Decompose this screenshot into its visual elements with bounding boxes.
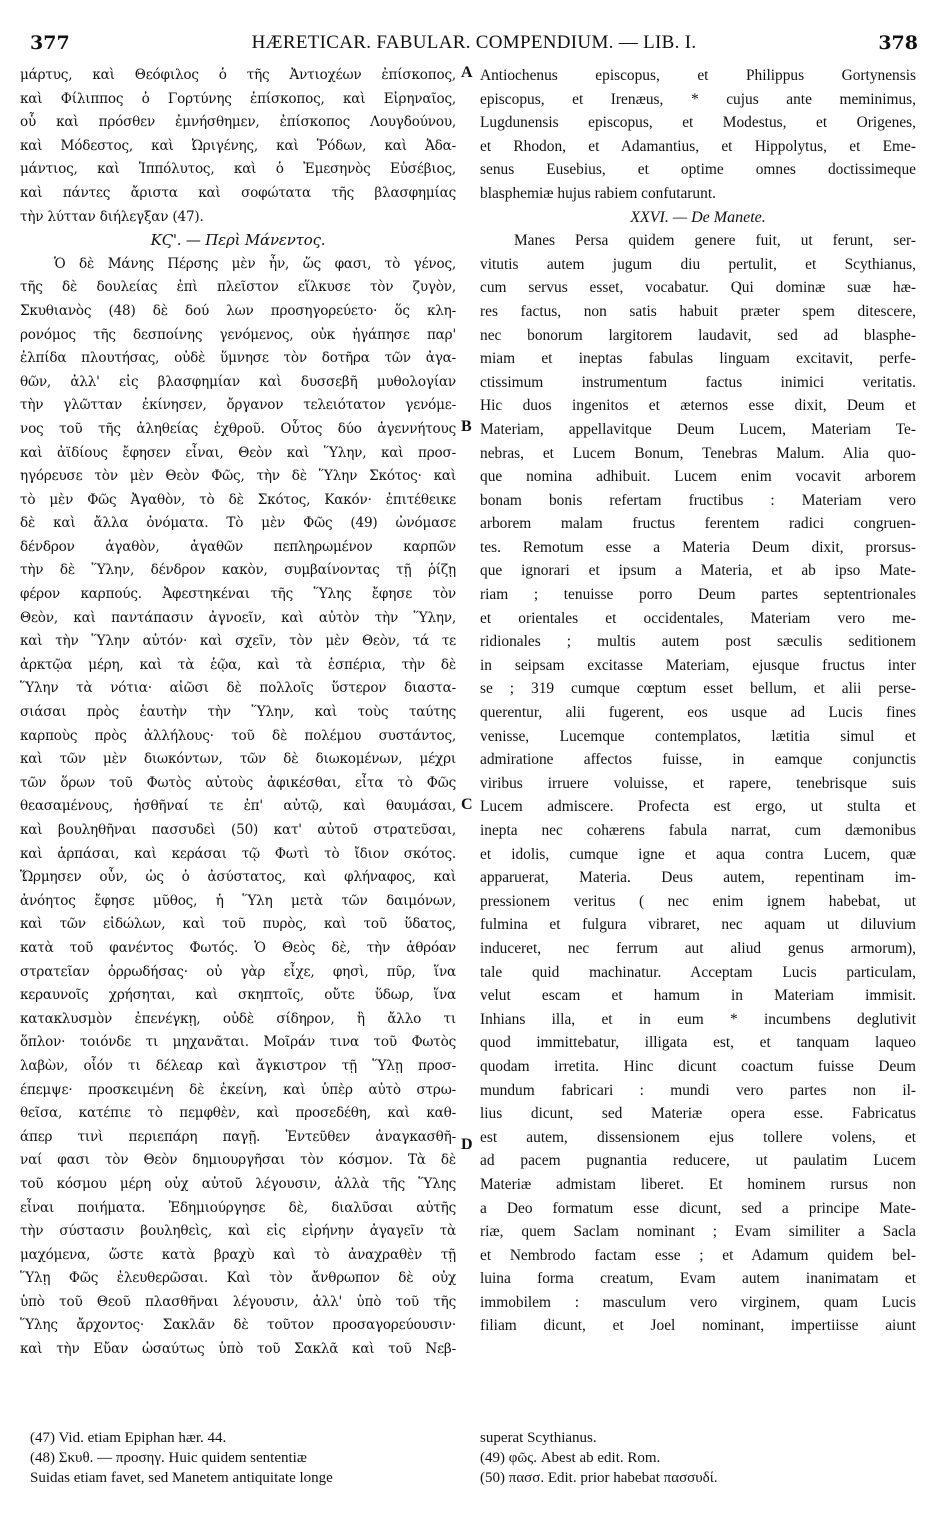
text-line: κατακλυσμὸν ἐπενέγκῃ, οὐδὲ σίδηρον, ἢ ἄλλο τι: [20, 1010, 456, 1027]
text-line: filiam dicunt, et Joel nominant, impertiisse aiunt: [480, 1317, 916, 1335]
text-line: εἶναι ποιήματα. Ἐδημιούργησε δὲ, διαλῦσαι αὐτῆς: [20, 1199, 456, 1216]
text-line: ἐλπίδα πλουτήσας, οὐδὲ ὕμνησε τὸν δοτῆρα τῶν ἀγα-: [20, 350, 456, 367]
text-line: τὸ μὲν Φῶς Ἀγαθὸν, τὸ δὲ Σκότος, Κακόν· ἐπιτέθεικε: [20, 491, 456, 508]
section-heading: ΚϚ'. — Περὶ Μάνεντος.: [150, 231, 326, 250]
text-line: que ignorari et ipsum a Materia, et ab ipso Mate-: [480, 562, 916, 580]
text-line: Materiam, appellavitque Deum Lucem, Materiam Te-: [480, 420, 916, 438]
text-line: Ὕλην τὰ νότια· αἰῶσι δὲ πολλοῖς ὕστερον διαστα-: [20, 680, 456, 697]
text-line: ναί φασι τὸν Θεὸν δημιουργῆσαι τὸν κόσμον. Τὰ δὲ: [20, 1152, 456, 1169]
text-line: senus Eusebius, et optime omnes doctissimeque: [480, 161, 916, 179]
text-line: τῶν ὅρων τοῦ Φωτὸς αὐτοὺς ἀφικέσθαι, εἶτα τὸ Φῶς: [20, 774, 456, 791]
text-line: ad pacem pugnantia reducere, ut paulatim Lucem: [480, 1152, 916, 1170]
text-line: et Rhodon, et Adamantius, et Hippolytus, et Eme-: [480, 137, 916, 155]
margin-letter-b: B: [461, 418, 472, 435]
text-line: res factus, non satis habuit præter spem ditescere,: [480, 302, 916, 320]
footnote: Suidas etiam favet, sed Manetem antiquitate longe: [30, 1470, 333, 1486]
text-line: κεραυνοῖς χρήσηται, καὶ σκηπτοῖς, οὔτε ὕδωρ, ἵνα: [20, 987, 456, 1004]
footnote: (50) πασσ. Edit. prior habebat πασσυδί.: [480, 1470, 718, 1486]
text-line: καὶ τὴν Εὔαν ὡσαύτως ὑπὸ τοῦ Σακλᾶ καὶ τοῦ Νεβ-: [20, 1341, 456, 1358]
text-line: induceret, nec ferrum aut aliud genus armorum),: [480, 939, 916, 957]
text-line: καὶ Φίλιππος ὁ Γορτύνης ἐπίσκοπος, καὶ Εἰρηναῖος,: [20, 90, 456, 107]
text-line: mundum fabricari : mundi vero partes non il-: [480, 1081, 916, 1099]
text-line: θῶν, ἀλλ' εἰς βλασφημίαν καὶ δυσσεβῆ μυθολογίαν: [20, 373, 456, 390]
text-line: et orientales et occidentales, Materiam vero me-: [480, 609, 916, 627]
section-heading: XXVI. — De Manete.: [630, 208, 766, 226]
text-line: riæ, quem Saclam nominant ; Evam similiter a Sacla: [480, 1223, 916, 1241]
text-line: δένδρον ἀγαθὸν, ἀγαθῶν πεπληρωμένον καρπῶν: [20, 538, 456, 555]
text-line: lius dicunt, sed Materiæ opera esse. Fabricatus: [480, 1105, 916, 1123]
text-line: nebras, et Lucem Bonum, Tenebras Malum. Alia quo-: [480, 444, 916, 462]
text-line: Inhians illa, et in eum * incumbens deglutivit: [480, 1010, 916, 1028]
latin-column: [480, 64, 916, 1338]
text-line: riam ; tenuisse porro Deum partes septentrionales: [480, 586, 916, 604]
text-line: καὶ ἀϊδίους ἔφησεν εἶναι, Θεὸν καὶ Ὕλην, καὶ προσ-: [20, 444, 456, 461]
text-line: καὶ πάντες ἄριστα καὶ σοφώτατα τῆς βλασφημίας: [20, 184, 456, 201]
text-line: in seipsam excitasse Materiam, ejusque fructus inter: [480, 656, 916, 674]
text-line: καὶ Μόδεστος, καὶ Ὠριγένης, καὶ Ῥόδων, καὶ Ἀδα-: [20, 137, 456, 154]
text-line: τοῦ κόσμου μέρη οὐχ αὐτοῦ λέγουσιν, ἀλλὰ τῆς Ὕλης: [20, 1175, 456, 1192]
text-line: velut escam et hamum in Materiam immisit.: [480, 987, 916, 1005]
text-line: nec bonorum largitorem laudavit, sed ad blasphe-: [480, 326, 916, 344]
text-line: τὴν γλῶτταν ἐκίνησεν, ὄργανον τελειότατον γενόμε-: [20, 397, 456, 414]
text-line: tale quid machinatur. Acceptam Lucis particulam,: [480, 963, 916, 981]
margin-letter-c: C: [461, 796, 473, 813]
text-line: ρονόμος τῆς δεσποίνης γενόμενος, οὐκ ἠγάπησε παρ': [20, 326, 456, 343]
footnotes-left: [30, 1428, 470, 1488]
text-line: έπεμψε· προσκειμένη δὲ ἐκείνη, καὶ ὑπὲρ αὐτὸ στρω-: [20, 1081, 456, 1098]
text-line: immobilem : masculum vero virginem, quam Lucis: [480, 1293, 916, 1311]
text-line: et Nembrodo factam esse ; et Adamum quidem bel-: [480, 1246, 916, 1264]
footnote: (48) Σκυθ. — προσηγ. Huic quidem sententiæ: [30, 1450, 307, 1466]
margin-letter-a: A: [461, 64, 473, 81]
text-line: miam et ineptas fabulas linguam excitavit, perfe-: [480, 350, 916, 368]
text-line: καὶ τῶν εἰδώλων, καὶ τοῦ πυρὸς, καὶ τοῦ ὕδατος,: [20, 916, 456, 933]
text-line: vitutis autem jugum diu pertulit, et Scythianus,: [480, 255, 916, 273]
text-line: bonam bonis refertam fructibus : Materiam vero: [480, 491, 916, 509]
text-line: Materiæ admistam liberet. Et hominem rursus non: [480, 1175, 916, 1193]
text-line: μαχόμενα, ὥστε κατὰ βραχὺ καὶ τὸ ἀναχραθὲν τῇ: [20, 1246, 456, 1263]
text-line: cum servus esset, vocabatur. Qui dominæ suæ hæ-: [480, 279, 916, 297]
text-line: φέρον καρπούς. Ἀφεστηκέναι τῆς Ὕλης ἔφησε τὸν: [20, 586, 456, 603]
text-line: venisse, Lucemque contemplatos, lætitia simul et: [480, 727, 916, 745]
text-line: quodam irretita. Hinc dicunt coactum fuisse Deum: [480, 1057, 916, 1075]
text-line: inepta nec cohærens fabula narrat, cum dæmonibus: [480, 822, 916, 839]
text-line: apparuerat, Materia. Deus autem, repentinam im-: [480, 869, 916, 887]
text-line: ridionales ; multis autem post sæculis seditionem: [480, 633, 916, 651]
text-line: ctissimum instrumentum factus inimici veritatis.: [480, 373, 916, 391]
margin-letter-d: D: [461, 1136, 473, 1153]
text-line: Lugdunensis episcopus, et Modestus, et Origenes,: [480, 114, 916, 132]
text-line: μάρτυς, καὶ Θεόφιλος ὁ τῆς Ἀντιοχέων ἐπίσκοπος,: [20, 67, 456, 83]
text-line: arborem malam fructus ferentem radici congruen-: [480, 515, 916, 533]
text-line: Lucem admiscere. Profecta est ergo, ut stulta et: [480, 798, 916, 816]
page-number-right: 378: [878, 32, 918, 54]
text-line: ἀρκτῷα μέρη, καὶ τὰ ἑῷα, καὶ τὰ ἑσπέρια, τὴν δὲ: [20, 656, 456, 673]
text-line: pressionem veritus ( nec enim ignem habebat, ut: [480, 892, 916, 910]
text-line: οὗ καὶ πρόσθεν ἐμνήσθημεν, ἐπίσκοπος Λουγδούνου,: [20, 114, 456, 131]
text-line: τὴν σύστασιν βουληθεὶς, καὶ εἰς εἰρήνην ἀγαγεῖν τὰ: [20, 1223, 456, 1240]
text-line: κατὰ τοῦ φανέντος Φωτός. Ὁ Θεὸς δὲ, τὴν ἀθρόαν: [20, 939, 456, 956]
text-line: ηγόρευσε τὸν μὲν Θεὸν Φῶς, τὴν δὲ Ὕλην Σκότος· καὶ: [20, 468, 456, 485]
text-line: άπερ τινὶ περιεπάρη παγῇ. Ἐντεῦθεν ἀναγκασθῆ-: [20, 1128, 456, 1145]
text-line: Manes Persa quidem genere fuit, ut ferunt, ser-: [514, 232, 916, 250]
running-header: [30, 32, 918, 58]
text-line: καὶ ἁρπάσαι, καὶ κεράσαι τῷ Φωτὶ τὸ ἴδιον σκότος.: [20, 845, 456, 862]
text-line: querentur, alii fugerent, eos usque ad Lucis fines: [480, 704, 916, 722]
text-line: τὴν δὲ Ὕλην, δένδρον κακὸν, συμβαίνοντας τῇ ῥίζῃ: [20, 562, 456, 579]
text-line: que nomina adhibuit. Lucem enim vocavit arborem: [480, 468, 916, 486]
footnote: (49) φῶς. Abest ab edit. Rom.: [480, 1450, 661, 1466]
text-line: λαβὼν, οἷόν τι δέλεαρ καὶ ἄγκιστρον τῇ Ὕλῃ προσ-: [20, 1057, 456, 1074]
text-line: θεῖσα, κατέπιε τὸ πεμφθὲν, καὶ προσεδέθη, καὶ καθ-: [20, 1105, 456, 1122]
text-line: τὴν λύτταν διήλεγξαν (47).: [20, 208, 204, 225]
text-line: admiratione affectos fuisse, in eamque conjunctis: [480, 751, 916, 769]
text-line: ὅπλον· τοιόνδε τι μηχανᾶται. Μοῖράν τινα τοῦ Φωτὸς: [20, 1034, 456, 1051]
text-line: ἀνόητος ἔφησε μῦθος, ἡ Ὕλη μετὰ τῶν δαιμόνων,: [20, 892, 456, 909]
text-line: viribus irruere voluisse, et rapere, tenebrisque suis: [480, 774, 916, 792]
text-line: luina forma creatum, Evam autem inanimatam et: [480, 1270, 916, 1288]
footnote: superat Scythianus.: [480, 1430, 597, 1446]
footnotes-right: [480, 1428, 916, 1488]
text-line: Antiochenus episcopus, et Philippus Gortynensis: [480, 67, 916, 84]
text-line: fulmina et fulgura vibraret, nec aquam ut diluvium: [480, 916, 916, 934]
page-number-left: 377: [30, 32, 70, 54]
text-line: σιάσαι πρὸς ἑαυτὴν τὴν Ὕλην, καὶ τοὺς ταύτης: [20, 704, 456, 721]
text-line: Σκυθιανὸς (48) δὲ δού λων προσηγορεύετο· ὅς κλη-: [20, 302, 456, 319]
text-line: νος τοῦ τῆς ἀληθείας ἐχθροῦ. Οὗτος δύο ἀγεννήτους: [20, 420, 456, 437]
text-line: Ὕλῃ Φῶς ἐλευθερῶσαι. Καὶ τὸν ἄνθρωπον δὲ οὐχ: [20, 1270, 456, 1287]
text-line: καρποὺς πρὸς ἀλλήλους· τοῦ δὲ πολέμου συστάντος,: [20, 727, 456, 744]
text-line: Ὁ δὲ Μάνης Πέρσης μὲν ἦν, ὥς φασι, τὸ γένος,: [54, 255, 456, 272]
text-line: Θεὸν, καὶ παντάπασιν ἀγνοεῖν, καὶ αὐτὸν τὴν Ὕλην,: [20, 609, 456, 626]
text-line: δὲ καὶ ἄλλα ὀνόματα. Τὸ μὲν Φῶς (49) ὠνόμασε: [20, 515, 456, 532]
text-line: στρατεῖαν ὀρρωδήσας· οὐ γὰρ εἶχε, φησὶ, πῦρ, ἵνα: [20, 963, 456, 980]
text-line: θεασαμένους, ἡσθῆναί τε ἐπ' αὐτῷ, καὶ θαυμάσαι,: [20, 798, 456, 815]
greek-column: [20, 64, 456, 1362]
text-line: Ὕλης ἄρχοντος· Σακλᾶν δὲ τοῦτον προσαγορεύουσιν·: [20, 1317, 456, 1334]
text-line: episcopus, et Irenæus, * cujus ante meminimus,: [480, 90, 916, 108]
text-line: καὶ βουληθῆναι πασσυδεὶ (50) κατ' αὐτοῦ στρατεῦσαι,: [20, 822, 456, 838]
text-line: μάντιος, καὶ Ἱππόλυτος, καὶ ὁ Ἐμεσηνὸς Εὐσέβιος,: [20, 161, 456, 178]
text-line: se ; 319 cumque cœptum esset bellum, et alii perse-: [480, 680, 916, 698]
text-line: τῆς δὲ δουλείας ἐπὶ πλεῖστον εἵλκυσε τὸν ζυγὸν,: [20, 279, 456, 296]
text-line: καὶ τῶν μὲν διωκόντων, τῶν δὲ διωκομένων, μέχρι: [20, 751, 456, 768]
text-line: quod immittebatur, illigata est, et tanquam laqueo: [480, 1034, 916, 1052]
text-line: Ὥρμησεν οὖν, ὡς ὁ ἀσύστατος, καὶ φλήναφος, καὶ: [20, 869, 456, 886]
text-line: ὑπὸ τοῦ Θεοῦ πλασθῆναι λέγουσιν, ἀλλ' ὑπὸ τοῦ τῆς: [20, 1293, 456, 1310]
text-line: et idolis, cumque igne et aqua contra Lucem, quæ: [480, 845, 916, 863]
footnote: (47) Vid. etiam Epiphan hær. 44.: [30, 1430, 227, 1446]
running-title: HÆRETICAR. FABULAR. COMPENDIUM. — LIB. I.: [251, 32, 697, 53]
text-line: est autem, dissensionem ejus tollere volens, et: [480, 1128, 916, 1146]
text-line: καὶ τὴν Ὕλην αὐτόν· καὶ σχεῖν, τὸν μὲν Θεὸν, τά τε: [20, 633, 456, 650]
text-line: Hic duos ingenitos et æternos esse dixit, Deum et: [480, 397, 916, 415]
text-line: tes. Remotum esse a Materia Deum dixit, prorsus-: [480, 538, 916, 556]
text-line: blasphemiæ hujus rabiem confutarunt.: [480, 184, 716, 202]
text-line: a Deo formatum esse dicunt, sed a principe Mate-: [480, 1199, 916, 1217]
